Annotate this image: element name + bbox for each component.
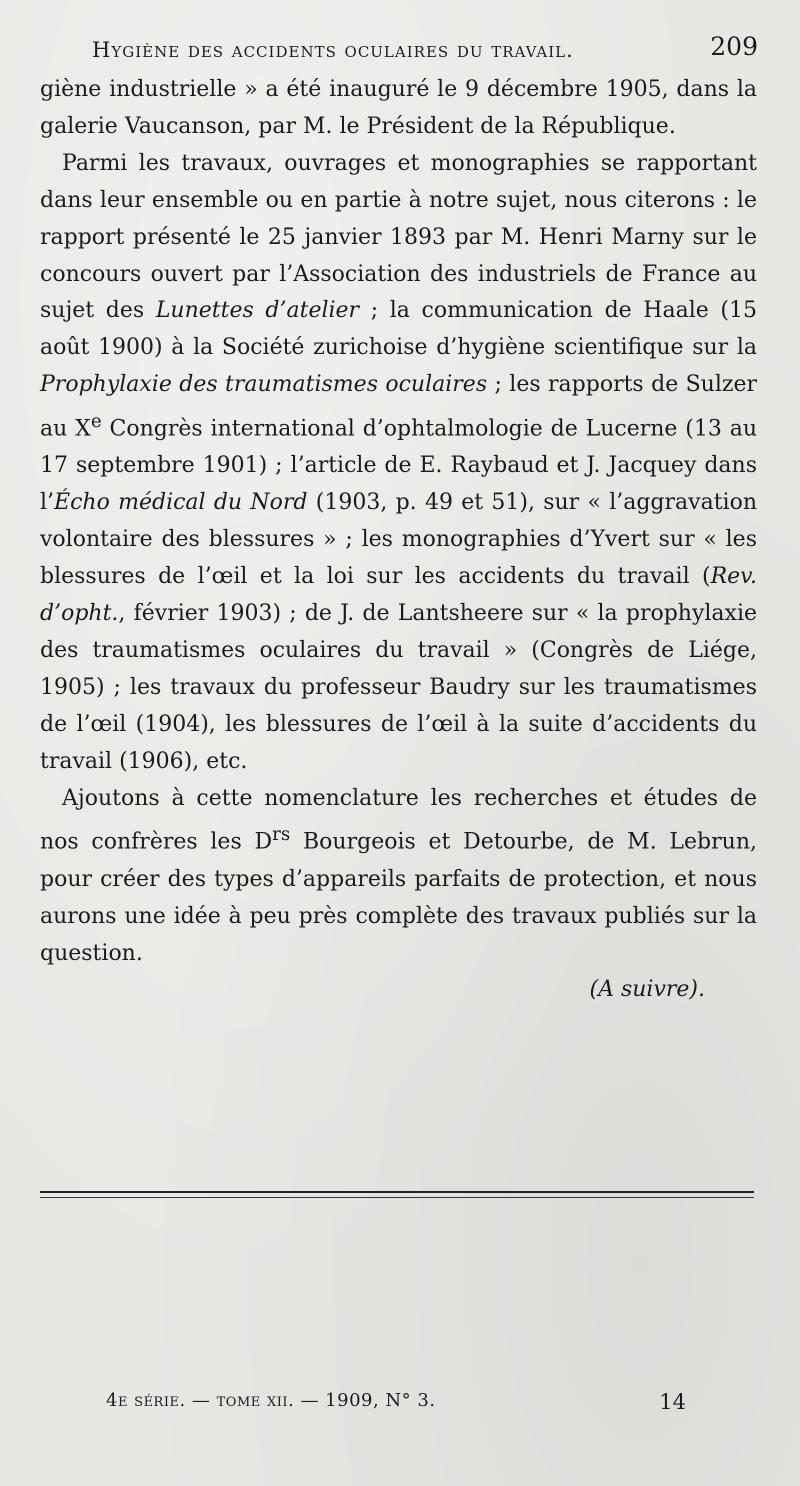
to-be-continued: (A suivre). (589, 977, 705, 1003)
paragraph-text: ; la communication de Haale (15 août 1900) à la Société zurichoise d’hygiène scientifique sur la (40, 298, 757, 361)
body-text (40, 72, 757, 1009)
divider (40, 1191, 754, 1193)
end-rule (40, 1191, 754, 1202)
paragraph (40, 146, 757, 781)
italic-title: Lunettes d’atelier (155, 298, 360, 324)
paragraph-text: (1903, p. 49 et 51), sur « l’aggravation volontaire des blessures » ; les monographies d’Yvert sur « les blessures de l’œil et la loi sur les accidents du travail ( (40, 490, 757, 590)
page-footer (106, 1390, 686, 1420)
superscript: rs (272, 824, 291, 846)
signature-line: 4e série. — tome xii. — 1909, N° 3. (106, 1390, 436, 1411)
paragraph-text: , février 1903) ; de J. de Lantsheere sur « la prophylaxie des traumatismes oculaires du travail » (Congrès de Liége, 1905) ; les travaux du professeur Baudry sur les traumatismes de l’œil (1904), les blessures de l’œil à la suite d’accidents du travail (1906), etc. (40, 601, 757, 774)
running-head (92, 32, 758, 64)
paragraph (40, 781, 757, 973)
paragraph-text: Parmi les travaux, ouvrages et monographies se rapportant dans leur ensemble ou en partie à notre sujet, nous citerons : le rapport présenté le 25 janvier 1893 par M. Henri Marny sur le concours ouvert par l’Association des industriels de France au sujet des (40, 150, 757, 324)
paragraph-text: Congrès international d’ophtalmologie de Lucerne (13 au 17 septembre 1901) ; l’article de E. Raybaud et J. Jacquey dans l’ (40, 416, 757, 516)
superscript: e (90, 411, 102, 433)
paragraph-text: Bourgeois et Detourbe, de M. Lebrun, pour créer des types d’appareils parfaits de protection, et nous aurons une idée à peu près complète des travaux publiés sur la question. (40, 829, 757, 966)
italic-title: Rev. d’opht. (40, 564, 757, 627)
divider (40, 1197, 754, 1198)
italic-title: Écho médical du Nord (54, 490, 308, 516)
italic-title: Prophylaxie des traumatismes oculaires (40, 372, 488, 398)
sheet-number: 14 (659, 1390, 686, 1414)
paragraph-text: Ajoutons à cette nomenclature les recherches et études de nos confrères les D (40, 785, 757, 855)
paragraph-text: giène industrielle » a été inauguré le 9 décembre 1905, dans la galerie Vaucanson, par M. le Président de la République. (40, 77, 757, 139)
paragraph-text: ; les rapports de Sulzer au X (40, 372, 757, 442)
paragraph-continued (40, 72, 757, 146)
running-title: Hygiène des accidents oculaires du travail. (92, 38, 574, 62)
page-number: 209 (710, 32, 758, 61)
